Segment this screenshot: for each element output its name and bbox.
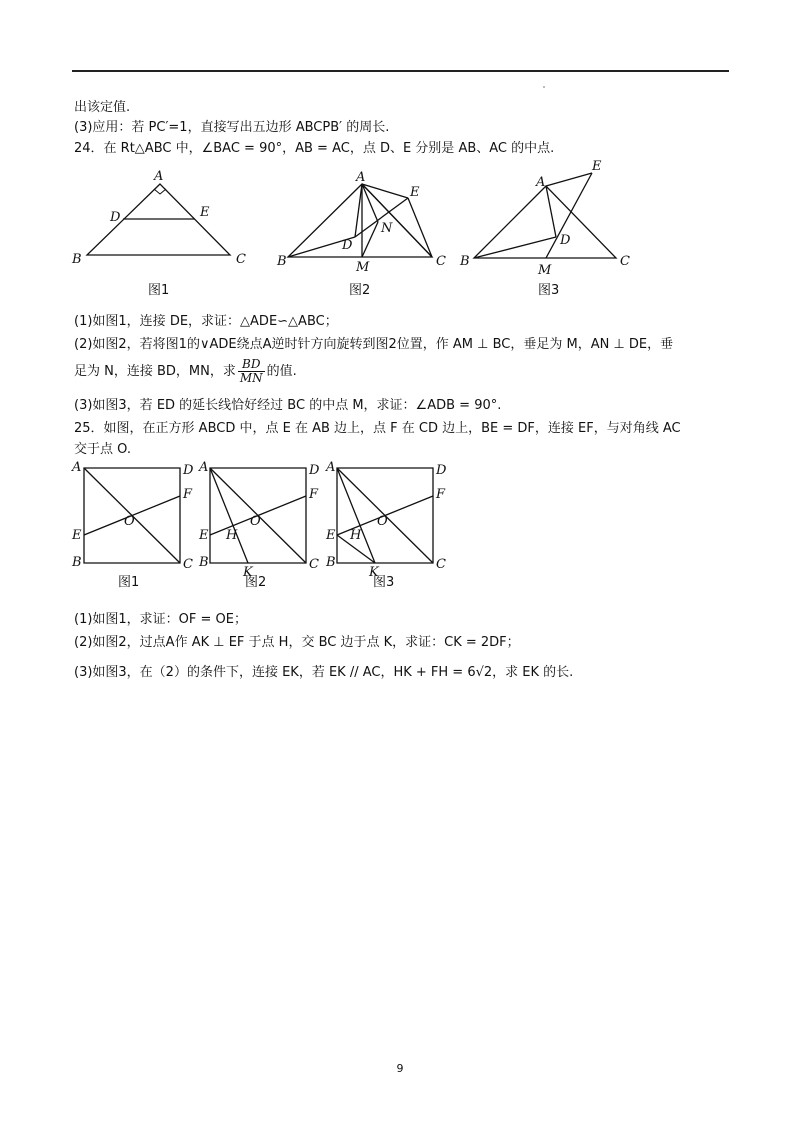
q25-fig2-label-F: F — [309, 487, 319, 502]
q25-stem-line1: 25．如图，在正方形 ABCD 中，点 E 在 AB 边上，点 F 在 CD 边上，BE = DF，连接 EF，与对角线 AC — [74, 421, 681, 436]
q25-figure-2 — [198, 460, 320, 590]
page-number: 9 — [396, 1062, 404, 1075]
fig2-caption: 图2 — [349, 283, 371, 298]
fig1-label-C: C — [236, 252, 246, 267]
q24-fraction-numerator: BD — [238, 358, 265, 372]
q23-tail: 出该定值. — [74, 100, 131, 115]
q25-fig2-label-K: K — [243, 565, 253, 580]
fig2-label-C: C — [436, 254, 446, 269]
q24-figure-1 — [71, 169, 246, 298]
fig2-label-M: M — [356, 260, 370, 275]
q25-part2: (2)如图2，过点A作 AK ⊥ EF 于点 H，交 BC 边于点 K，求证：CK = 2DF； — [74, 635, 520, 650]
fig3-label-B: B — [460, 254, 470, 269]
q25-fig3-label-O: O — [377, 514, 388, 529]
q25-part1: (1)如图1，求证：OF = OE； — [74, 612, 247, 627]
fig1-label-A: A — [154, 169, 164, 184]
fig2-label-N: N — [381, 221, 393, 236]
fig3-label-E: E — [592, 160, 602, 174]
fig3-caption: 图3 — [538, 283, 560, 298]
fig1-label-B: B — [72, 252, 82, 267]
q25-fig3-label-K: K — [369, 565, 379, 580]
q25-fig3-label-F: F — [436, 487, 446, 502]
q25-fig1-label-C: C — [183, 557, 193, 572]
q24-figure-2 — [276, 170, 446, 298]
fig2-label-D: D — [342, 238, 353, 253]
fig3-label-A: A — [536, 175, 546, 190]
q24-part2-pre: 足为 N，连接 BD，MN，求 — [74, 364, 236, 379]
fig2-label-A: A — [356, 170, 366, 185]
q25-fig1-caption: 图1 — [118, 575, 140, 590]
fig2-label-E: E — [410, 185, 420, 200]
q25-fig1-label-F: F — [183, 487, 193, 502]
q25-figure-1 — [71, 460, 194, 590]
q25-fig1-label-O: O — [124, 514, 135, 529]
header-rule — [72, 70, 729, 72]
q25-fig2-label-A: A — [199, 460, 209, 475]
q25-fig3-label-H: H — [350, 528, 362, 543]
q24-stem: 24．在 Rt△ABC 中，∠BAC = 90°，AB = AC，点 D、E 分别是 AB、AC 的中点. — [74, 141, 555, 156]
fig1-caption: 图1 — [148, 283, 170, 298]
q25-fig2-label-H: H — [226, 528, 238, 543]
q25-fig2-label-B: B — [199, 555, 209, 570]
q25-fig3-caption: 图3 — [373, 575, 395, 590]
fig3-label-M: M — [538, 263, 552, 278]
q25-fig1-label-B: B — [72, 555, 82, 570]
q25-fig2-label-C: C — [309, 557, 319, 572]
q25-fig2-label-E: E — [199, 528, 209, 543]
q24-part2-line2 — [74, 358, 297, 385]
scan-dot — [543, 86, 545, 88]
q25-fig1-label-A: A — [72, 460, 82, 475]
fig1-label-D: D — [110, 210, 121, 225]
q24-part3: (3)如图3，若 ED 的延长线恰好经过 BC 的中点 M，求证：∠ADB = 90°. — [74, 398, 502, 413]
q25-fig1-label-E: E — [72, 528, 82, 543]
q24-part2-post: 的值. — [266, 364, 297, 379]
q25-figures — [0, 458, 800, 593]
q24-part1: (1)如图1，连接 DE，求证：△ADE∽△ABC； — [74, 314, 338, 329]
q25-stem-line2: 交于点 O. — [74, 442, 131, 457]
q25-fig2-caption: 图2 — [245, 575, 267, 590]
q25-fig2-label-D: D — [309, 463, 320, 478]
q24-fraction — [238, 358, 265, 385]
q23-part3: (3)应用：若 PC′=1，直接写出五边形 ABCPB′ 的周长. — [74, 120, 390, 135]
fig1-label-E: E — [200, 205, 210, 220]
q25-fig3-label-E: E — [326, 528, 336, 543]
q25-fig3-label-B: B — [326, 555, 336, 570]
fig3-label-C: C — [620, 254, 630, 269]
q24-fraction-denominator: MN — [239, 371, 263, 385]
q24-figure-3 — [459, 160, 630, 298]
q25-fig1-label-D: D — [183, 463, 194, 478]
q24-figures — [0, 160, 800, 305]
q25-fig2-label-O: O — [250, 514, 261, 529]
fig3-label-D: D — [560, 233, 571, 248]
q25-fig3-label-D: D — [436, 463, 447, 478]
q25-fig3-label-C: C — [436, 557, 446, 572]
q25-figure-3 — [325, 460, 447, 590]
q25-fig3-label-A: A — [326, 460, 336, 475]
q25-part3: (3)如图3，在（2）的条件下，连接 EK，若 EK // AC，HK + FH = 6√2，求 EK 的长. — [74, 665, 574, 680]
q24-part2-line1: (2)如图2，若将图1的∨ADE绕点A逆时针方向旋转到图2位置，作 AM ⊥ BC，垂足为 M，AN ⊥ DE，垂 — [74, 337, 674, 352]
fig2-label-B: B — [277, 254, 287, 269]
